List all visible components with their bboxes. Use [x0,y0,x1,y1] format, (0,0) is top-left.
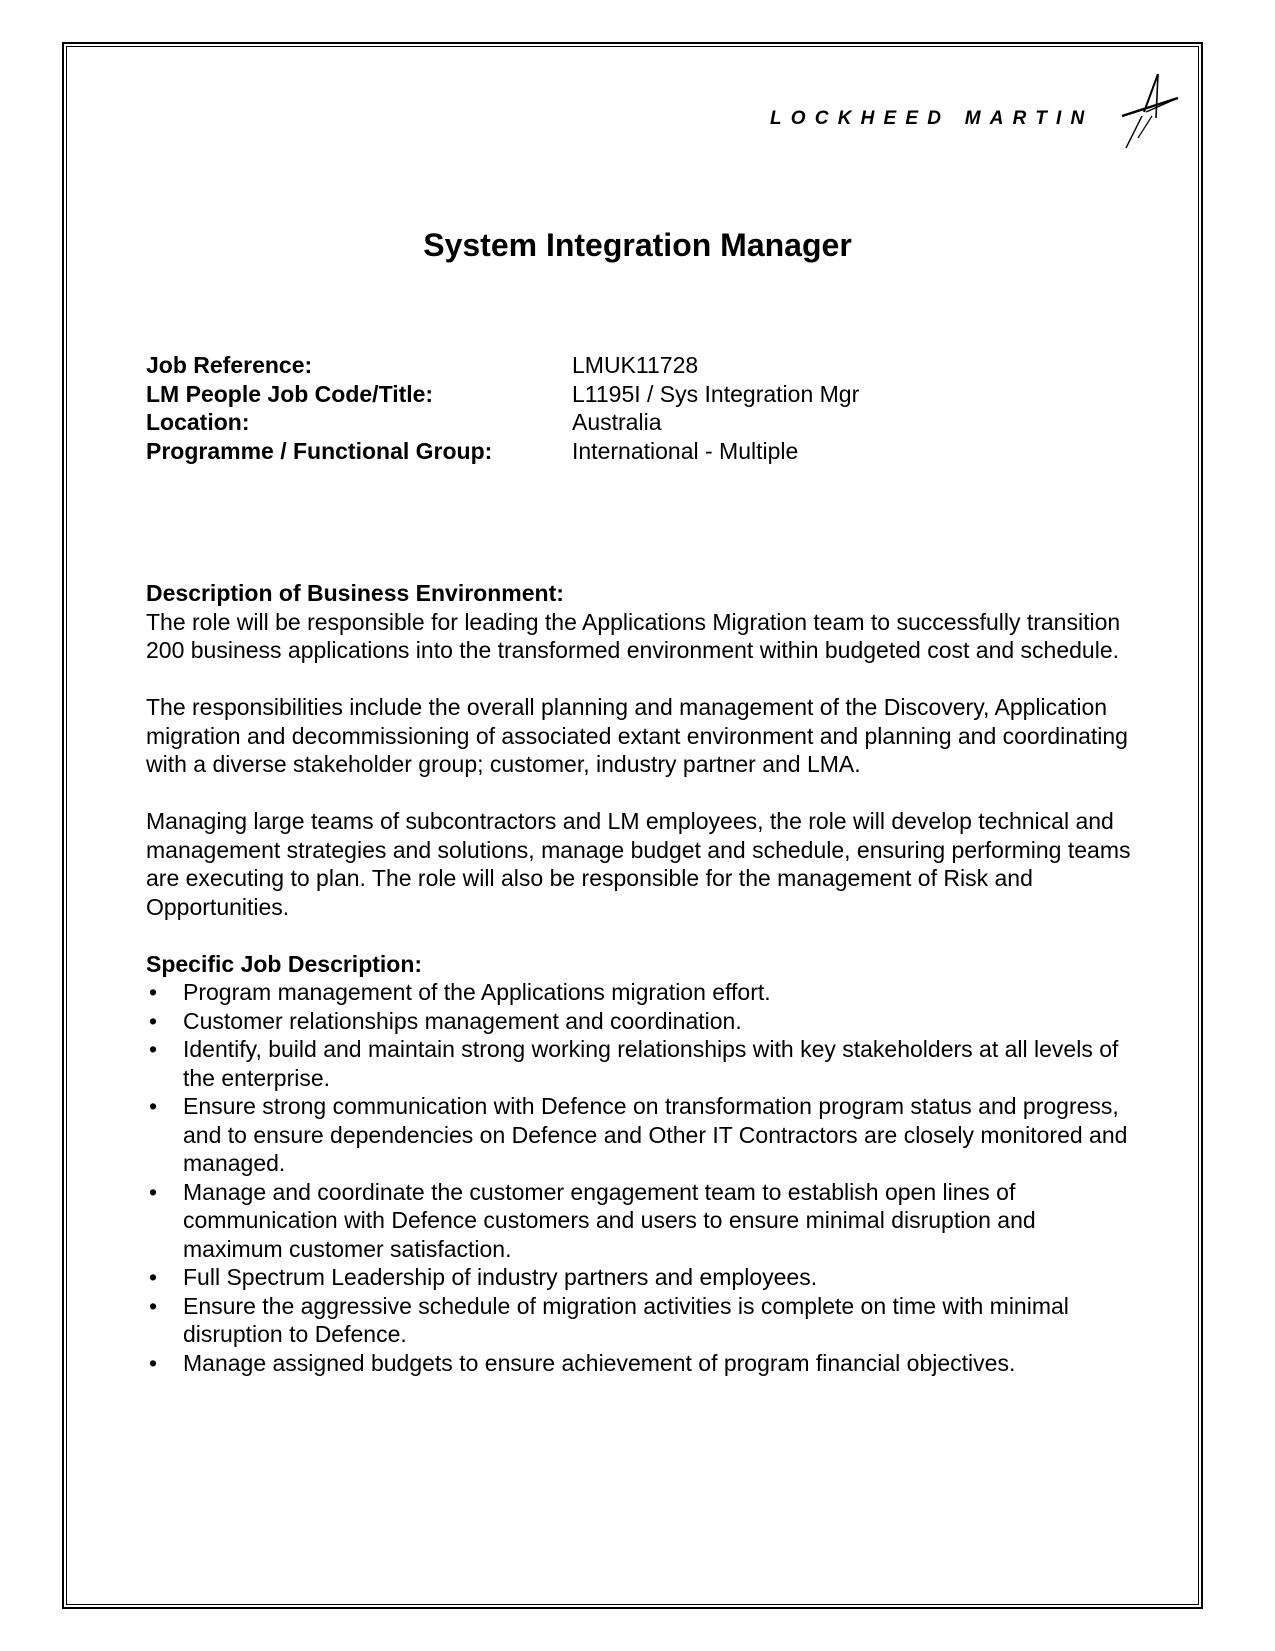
info-row-job-reference [146,351,859,380]
list-item-text: Manage and coordinate the customer engagement team to establish open lines of communication with Defence customers and users to ensure minimal disruption and maximum customer satisfaction. [183,1178,1036,1262]
job-description-heading: Specific Job Description: [146,950,423,977]
info-row-functional-group [146,437,859,466]
list-item [146,1292,1131,1349]
business-environment-paragraph: The responsibilities include the overall planning and management of the Discovery, Application migration and decommissioning of associated extant environment and planning and coordinating with a diverse stakeholder group; customer, industry partner and LMA. [146,694,1128,777]
info-label: Programme / Functional Group: [146,437,493,464]
list-item-text: Ensure the aggressive schedule of migration activities is complete on time with minimal disruption to Defence. [183,1292,1069,1347]
list-item-text: Manage assigned budgets to ensure achievement of program financial objectives. [183,1349,1016,1376]
bullet-icon: • [149,1036,158,1062]
list-item [146,1349,1131,1378]
list-item-text: Program management of the Applications migration effort. [183,979,771,1005]
logo-wordmark: LOCKHEED MARTIN [770,108,1094,129]
job-description-body [146,579,1131,1377]
list-item-text: Customer relationships management and coordination. [183,1007,742,1034]
info-label: Job Reference: [146,352,313,378]
company-logo [770,72,1180,150]
business-environment-heading: Description of Business Environment: [146,580,564,606]
list-item [146,1092,1131,1178]
page-title: System Integration Manager [423,227,852,263]
bullet-icon: • [149,1178,158,1205]
business-environment-paragraph: Managing large teams of subcontractors and LM employees, the role will develop technical and management strategies and solutions, manage budget and schedule, ensuring performing teams are executing to plan. The role will also be responsible for the management of Risk and Opportunities. [146,808,1131,920]
list-item-text: Full Spectrum Leadership of industry partners and employees. [183,1264,818,1290]
list-item [146,1007,1131,1036]
bullet-icon: • [149,979,158,1005]
info-value: Australia [572,409,662,435]
bullet-icon: • [149,1007,158,1034]
info-value: International - Multiple [572,437,799,464]
list-item [146,978,1131,1007]
list-item [146,1035,1131,1092]
job-description-list [146,978,1131,1377]
info-label: Location: [146,409,250,435]
list-item [146,1263,1131,1292]
bullet-icon: • [149,1264,158,1290]
list-item-text: Ensure strong communication with Defence on transformation program status and progress, and to ensure dependencies on Defence and Other IT Contractors are closely monitored and managed. [183,1093,1128,1176]
job-info-table [146,351,859,465]
bullet-icon: • [149,1292,158,1319]
lockheed-star-icon [1092,72,1180,150]
list-item [146,1178,1131,1264]
bullet-icon: • [149,1349,158,1376]
info-row-job-code [146,380,859,409]
info-label: LM People Job Code/Title: [146,380,434,407]
bullet-icon: • [149,1093,158,1119]
list-item-text: Identify, build and maintain strong working relationships with key stakeholders at all levels of the enterprise. [183,1036,1119,1091]
info-value: L1195I / Sys Integration Mgr [572,380,860,407]
info-value: LMUK11728 [572,352,699,378]
info-row-location [146,408,859,437]
business-environment-paragraph: The role will be responsible for leading the Applications Migration team to successfully transition 200 business applications into the transformed environment within budgeted cost and schedule. [146,608,1121,663]
